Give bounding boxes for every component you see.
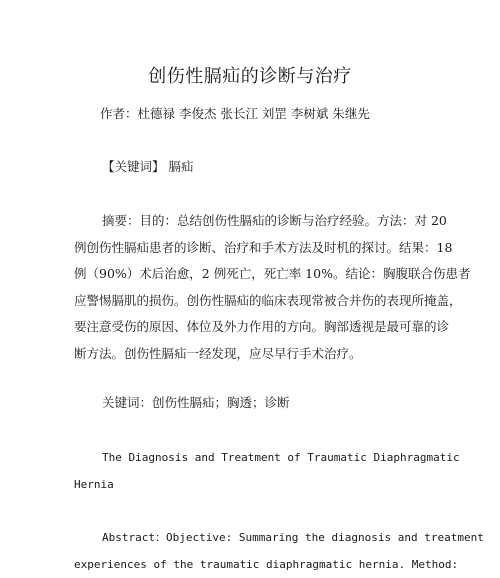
abstract-cn-line: 摘要：目的：总结创伤性膈疝的诊断与治疗经验。方法：对 20 (102, 213, 447, 228)
keywords-chinese: 关键词：创伤性膈疝；胸透；诊断 (102, 395, 290, 410)
abstract-cn-line: 例创伤性膈疝患者的诊断、治疗和手术方法及时机的探讨。结果：18 (74, 239, 453, 255)
abstract-cn-line: 应警惕膈肌的损伤。创伤性膈疝的临床表现常被合并伤的表现所掩盖， (74, 292, 462, 308)
english-title-line: Hernia (74, 478, 114, 491)
abstract-en-line: experiences of the traumatic diaphragmatic hernia. Method: (74, 558, 459, 571)
keywords-header: 【关键词】 膈疝 (102, 159, 194, 174)
abstract-cn-line: 要注意受伤的原因、体位及外力作用的方向。胸部透视是最可靠的诊 (74, 319, 450, 334)
abstract-cn-line: 例（90%）术后治愈，2 例死亡，死亡率 10%。结论：胸腹联合伤患者 (74, 266, 471, 281)
abstract-en-line: Abstract：Objective: Summaring the diagnosis and treatment (102, 531, 484, 544)
authors-line: 作者：杜德禄 李俊杰 张长江 刘罡 李树斌 朱继先 (100, 106, 370, 121)
english-title-line: The Diagnosis and Treatment of Traumatic Diaphragmatic (102, 451, 460, 464)
abstract-cn-line: 断方法。创伤性膈疝一经发现，应尽早行手术治疗。 (74, 345, 362, 361)
document-title: 创伤性膈疝的诊断与治疗 (148, 66, 352, 87)
abstract-chinese (74, 208, 471, 367)
abstract-english (74, 524, 484, 578)
english-title (74, 444, 460, 498)
